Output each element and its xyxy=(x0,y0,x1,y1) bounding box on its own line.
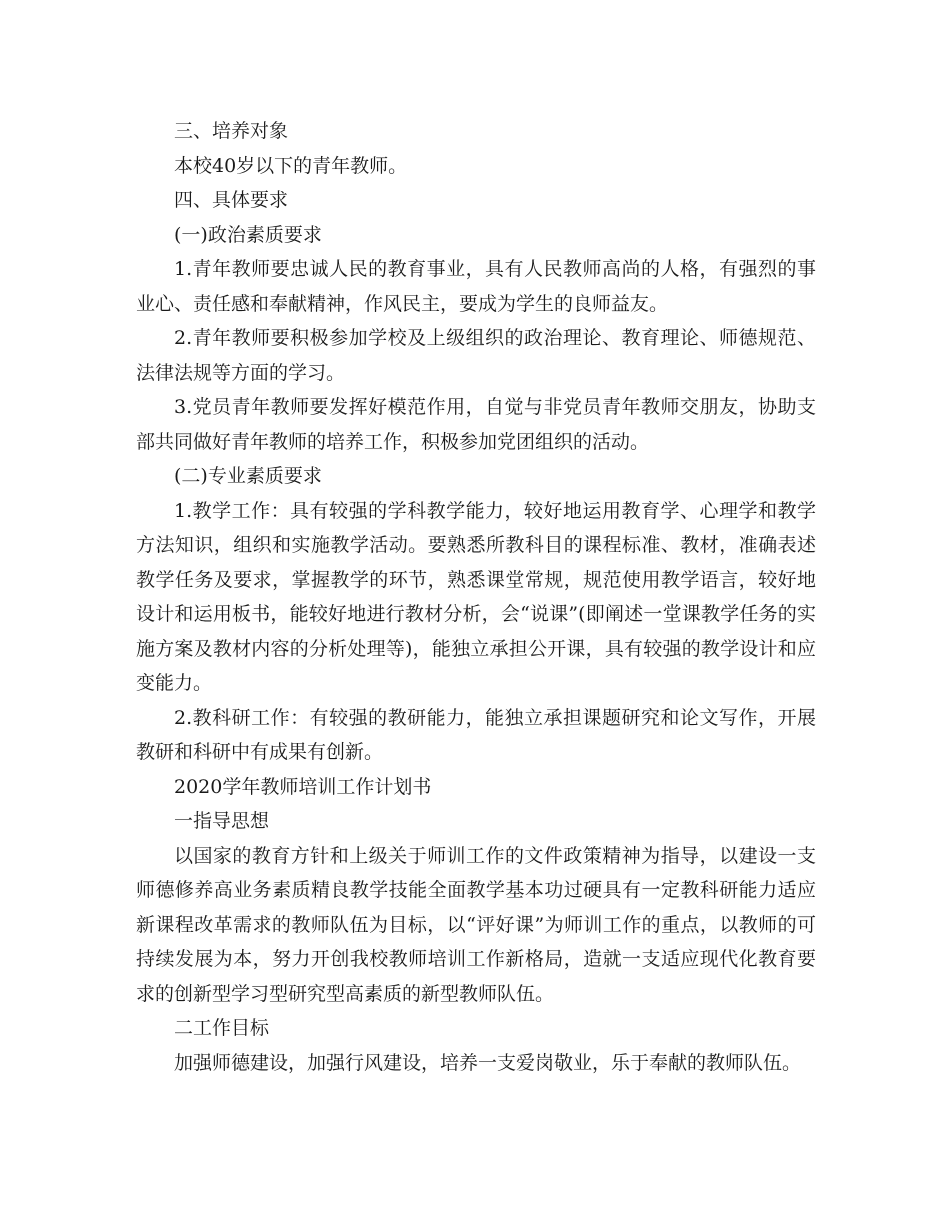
section-heading-requirements: 四、具体要求 xyxy=(174,189,289,211)
section-heading-guiding-ideology: 一指导思想 xyxy=(174,810,270,832)
paragraph: 3.党员青年教师要发挥好模范作用，自觉与非党员青年教师交朋友，协助支部共同做好青年教师的培养工作，积极参加党团组织的活动。 xyxy=(136,396,816,453)
subsection-heading-political: (一)政治素质要求 xyxy=(174,223,322,246)
section-heading-work-goals: 二工作目标 xyxy=(174,1017,270,1039)
paragraph: 1.教学工作：具有较强的学科教学能力，较好地运用教育学、心理学和教学方法知识，组织和实施教学活动。要熟悉所教科目的课程标准、教材，准确表述教学任务及要求，掌握教学的环节，熟悉课堂常规，规范使用教学语言，较好地设计和运用板书，能较好地进行教材分析，会“说课”(即阐述一堂课教学任务的实施方案及教材内容的分析处理等)，能独立承担公开课，具有较强的教学设计和应变能力。 xyxy=(136,499,816,694)
document-title: 2020学年教师培训工作计划书 xyxy=(174,775,432,798)
subsection-heading-professional: (二)专业素质要求 xyxy=(174,465,322,487)
paragraph: 1.青年教师要忠诚人民的教育事业，具有人民教师高尚的人格，有强烈的事业心、责任感和奉献精神，作风民主，要成为学生的良师益友。 xyxy=(136,258,816,315)
paragraph: 2.教科研工作：有较强的教研能力，能独立承担课题研究和论文写作，开展教研和科研中有成果有创新。 xyxy=(136,706,816,763)
paragraph: 以国家的教育方针和上级关于师训工作的文件政策精神为指导，以建设一支师德修养高业务素质精良教学技能全面教学基本功过硬具有一定教科研能力适应新课程改革需求的教师队伍为目标，以“评好课”为师训工作的重点，以教师的可持续发展为本，努力开创我校教师培训工作新格局，造就一支适应现代化教育要求的创新型学习型研究型高素质的新型教师队伍。 xyxy=(136,844,816,1005)
paragraph: 本校40岁以下的青年教师。 xyxy=(174,154,408,177)
document-body xyxy=(136,114,816,1080)
paragraph: 2.青年教师要积极参加学校及上级组织的政治理论、教育理论、师德规范、法律法规等方面的学习。 xyxy=(136,327,816,384)
paragraph: 加强师德建设，加强行风建设，培养一支爱岗敬业，乐于奉献的教师队伍。 xyxy=(174,1051,802,1074)
section-heading-training-target: 三、培养对象 xyxy=(174,120,289,142)
